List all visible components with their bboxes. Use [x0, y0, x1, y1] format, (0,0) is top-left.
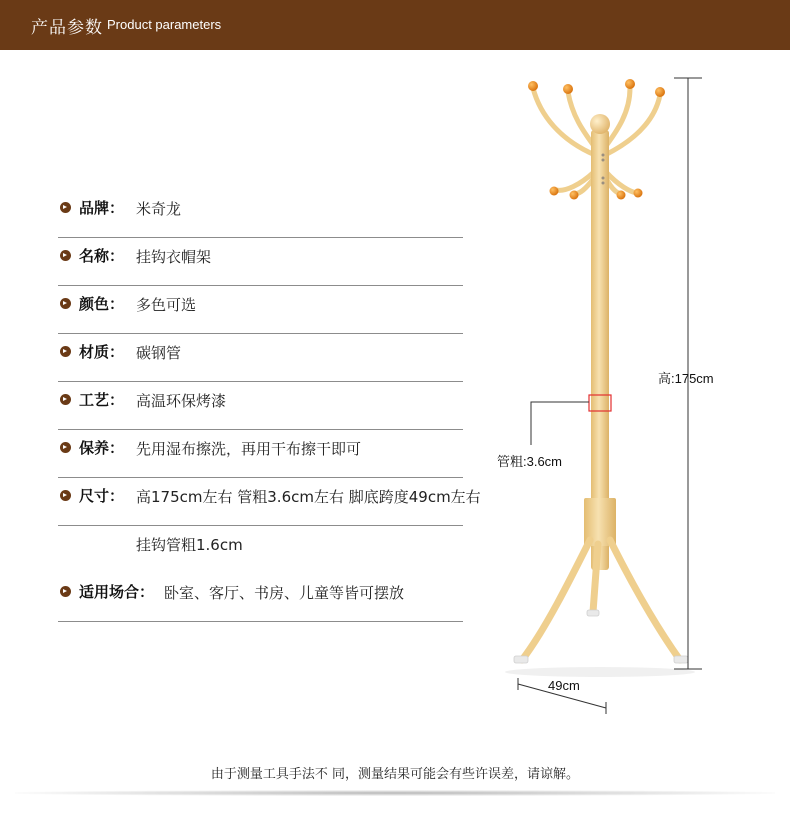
- param-value: 高温环保烤漆: [136, 392, 227, 410]
- param-label: 品牌：: [79, 199, 125, 217]
- param-row-size: [58, 478, 481, 526]
- disclaimer-note: 由于测量工具手法不 同，测量结果可能会有些许误差，请谅解。: [210, 767, 580, 782]
- parameter-list: [58, 190, 481, 622]
- param-label: 材质：: [79, 343, 125, 361]
- hook-knob: [625, 79, 635, 89]
- hook-knob: [550, 187, 559, 196]
- param-value: 挂钩管粗1.6cm: [136, 536, 243, 554]
- height-label: 高:175cm: [658, 371, 714, 386]
- param-label: 名称：: [79, 247, 125, 265]
- hook-knob: [617, 191, 626, 200]
- hook-knob: [570, 191, 579, 200]
- rack-floor-shadow: [505, 667, 695, 677]
- header-subtitle: Product parameters: [107, 17, 222, 32]
- param-value: 挂钩衣帽架: [136, 248, 212, 266]
- param-value: 碳钢管: [136, 344, 182, 362]
- param-label: 尺寸：: [79, 487, 125, 505]
- hook-knob: [563, 84, 573, 94]
- bullet-arrow-icon: [60, 490, 71, 501]
- top-ball: [590, 114, 610, 134]
- bullet-arrow-icon: [60, 394, 71, 405]
- param-value: 高175cm左右 管粗3.6cm左右 脚底跨度49cm左右: [136, 488, 481, 506]
- param-label: 保养：: [79, 439, 125, 457]
- hook-knobs-top: [528, 79, 665, 97]
- bullet-arrow-icon: [60, 202, 71, 213]
- header-title: 产品参数: [31, 18, 103, 38]
- param-label: 颜色：: [79, 295, 125, 313]
- param-label: 工艺：: [79, 391, 125, 409]
- coat-rack-illustration: [490, 60, 790, 730]
- hook-knob: [634, 189, 643, 198]
- bullet-arrow-icon: [60, 298, 71, 309]
- hook-knob: [655, 87, 665, 97]
- hook-knob: [528, 81, 538, 91]
- param-value: 卧室、客厅、书房、儿童等皆可摆放: [164, 584, 405, 602]
- bullet-arrow-icon: [60, 346, 71, 357]
- param-value: 米奇龙: [136, 200, 182, 218]
- param-row-color: [58, 286, 463, 334]
- param-row-name: [58, 238, 463, 286]
- param-row-brand: [58, 190, 463, 238]
- param-value: 多色可选: [136, 296, 197, 314]
- bullet-arrow-icon: [60, 586, 71, 597]
- param-row-craft: [58, 382, 463, 430]
- bullet-arrow-icon: [60, 442, 71, 453]
- bullet-arrow-icon: [60, 250, 71, 261]
- param-label: 适用场合：: [79, 583, 155, 601]
- param-row-care: [58, 430, 463, 478]
- param-row-material: [58, 334, 463, 382]
- base-span-label: 49cm: [548, 678, 580, 693]
- param-row-usage: [58, 574, 463, 622]
- param-row-size-continued: [58, 526, 463, 574]
- header-bar: [0, 0, 790, 50]
- footer-shadow-divider: [15, 790, 775, 796]
- tube-diameter-label: 管粗:3.6cm: [497, 454, 563, 469]
- tube-callout-line: [531, 402, 589, 445]
- param-value: 先用湿布擦洗，再用干布擦干即可: [136, 440, 362, 458]
